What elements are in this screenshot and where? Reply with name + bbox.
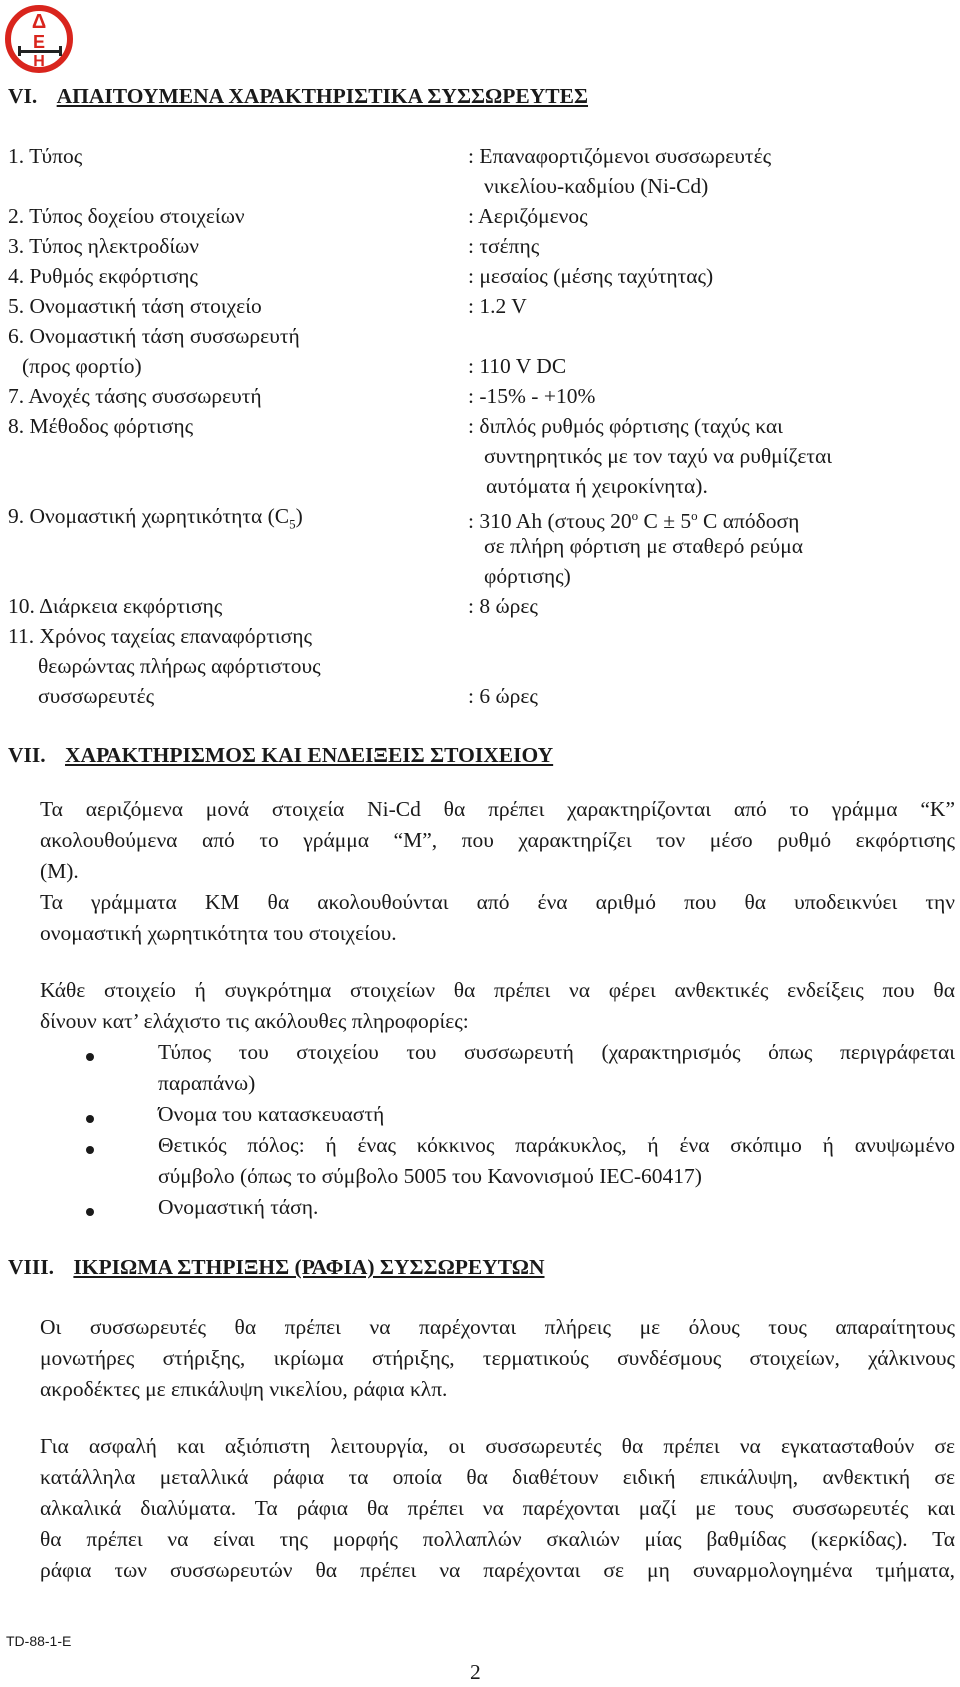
spec-value-8-line1: : διπλός ρυθμός φόρτισης (ταχύς και xyxy=(468,414,783,438)
spec-value-8-line3: αυτόματα ή χειροκίνητα). xyxy=(486,474,708,498)
spec-label-7: 7. Ανοχές τάσης συσσωρευτή xyxy=(8,384,262,408)
spec-label-2: 2. Τύπος δοχείου στοιχείων xyxy=(8,204,245,228)
spec-label-9 xyxy=(8,501,303,539)
section8-title: ΙΚΡΙΩΜΑ ΣΤΗΡΙΞΗΣ (ΡΑΦΙΑ) ΣΥΣΣΩΡΕΥΤΩΝ xyxy=(73,1255,545,1279)
spec-value-7: : -15% - +10% xyxy=(468,384,596,408)
logo-letter-eta: Η xyxy=(33,53,45,70)
spec-label-9-sub: 5 xyxy=(289,516,296,532)
section8-heading xyxy=(8,1252,545,1282)
spec-label-3: 3. Τύπος ηλεκτροδίων xyxy=(8,234,200,258)
list-item-line: Τύπος του στοιχείου του συσσωρευτή (χαρακτηρισμός όπως περιγράφεται xyxy=(158,1040,955,1064)
spec-label-11-line3: συσσωρευτές xyxy=(38,684,155,708)
section7-paragraph-2 xyxy=(40,887,955,949)
spec-value-1-line1: : Επαναφορτιζόμενοι συσσωρευτές xyxy=(468,144,772,168)
paragraph-line: Οι συσσωρευτές θα πρέπει να παρέχονται πλήρεις με όλους τους απαραίτητους xyxy=(40,1315,955,1339)
section8-paragraph-1 xyxy=(40,1312,955,1405)
spec-label-4: 4. Ρυθμός εκφόρτισης xyxy=(8,264,198,288)
bullet-icon xyxy=(86,1053,94,1061)
degree-sup-1: o xyxy=(631,508,639,523)
paragraph-line: δίνουν κατ’ ελάχιστο τις ακόλουθες πληροφορίες: xyxy=(40,1009,469,1033)
paragraph-line: αλκαλικά διαλύματα. Τα ράφια θα πρέπει να παρέχονται μαζί με τους συσσωρευτές και xyxy=(40,1496,955,1520)
paragraph-line: Τα γράμματα KM θα ακολουθούνται από ένα αριθμό που θα υποδεικνύει την xyxy=(40,890,955,914)
document-code: TD-88-1-E xyxy=(6,1633,72,1649)
spec-value-4: : μεσαίος (μέσης ταχύτητας) xyxy=(468,264,714,288)
spec-value-9-line3: φόρτισης) xyxy=(484,564,571,588)
paragraph-line: μονωτήρες στήριξης, ικρίωμα στήριξης, τερματικούς συνδέσμους στοιχείων, χάλκινους xyxy=(40,1346,955,1370)
paragraph-line: ονομαστική χωρητικότητα του στοιχείου. xyxy=(40,921,397,945)
paragraph-line: ακροδέκτες με επικάλυψη νικελίου, ράφια κλπ. xyxy=(40,1377,448,1401)
list-item-line: σύμβολο (όπως το σύμβολο 5005 του Κανονισμού IEC-60417) xyxy=(158,1164,702,1188)
list-item xyxy=(158,1099,955,1130)
spec-value-1-line2: νικελίου-καδμίου (Ni-Cd) xyxy=(484,174,709,198)
spec-value-9-part3: C απόδοση xyxy=(697,509,800,534)
spec-value-10: : 8 ώρες xyxy=(468,594,538,618)
logo-letter-epsilon: Ε xyxy=(32,32,46,52)
spec-value-6: : 110 V DC xyxy=(468,354,567,378)
logo-letter-delta: Δ xyxy=(31,11,47,33)
section6-heading xyxy=(8,81,588,111)
spec-label-1: 1. Τύπος xyxy=(8,144,83,168)
paragraph-line: Τα αεριζόμενα μονά στοιχεία Ni-Cd θα πρέπει χαρακτηρίζονται από το γράμμα “K” xyxy=(40,797,955,821)
spec-label-9-main: 9. Ονομαστική χωρητικότητα (C xyxy=(8,504,290,528)
spec-value-5: : 1.2 V xyxy=(468,294,527,318)
paragraph-line: Κάθε στοιχείο ή συγκρότημα στοιχείων θα πρέπει να φέρει ανθεκτικές ενδείξεις που θα xyxy=(40,978,955,1002)
logo-graphic xyxy=(4,2,74,76)
section7-heading xyxy=(8,740,553,770)
section8-number: VIII. xyxy=(8,1255,55,1279)
list-item xyxy=(158,1192,955,1223)
spec-value-9-part2: C ± 5 xyxy=(638,509,692,534)
section6-title: ΑΠΑΙΤΟΥΜΕΝΑ ΧΑΡΑΚΤΗΡΙΣΤΙΚΑ ΣΥΣΣΩΡΕΥΤΕΣ xyxy=(56,84,589,108)
section6-number: VI. xyxy=(8,84,38,108)
section7-paragraph-1 xyxy=(40,794,955,887)
spec-label-8: 8. Μέθοδος φόρτισης xyxy=(8,414,194,438)
paragraph-line: ράφια των συσσωρευτών θα πρέπει να παρέχονται σε μη συναρμολογημένα τμήματα, xyxy=(40,1558,955,1582)
spec-label-11-line1: 11. Χρόνος ταχείας επαναφόρτισης xyxy=(8,624,313,648)
spec-value-11: : 6 ώρες xyxy=(468,684,538,708)
list-item-line: Θετικός πόλος: ή ένας κόκκινος παράκυκλος, ή ένα σκόπιμο ή ανυψωμένο xyxy=(158,1133,955,1157)
list-item-line: Όνομα του κατασκευαστή xyxy=(158,1102,385,1126)
bullet-icon xyxy=(86,1208,94,1216)
list-item-line: παραπάνω) xyxy=(158,1071,256,1095)
spec-value-3: : τσέπης xyxy=(468,234,540,258)
page-number: 2 xyxy=(470,1660,481,1684)
spec-value-9-line2: σε πλήρη φόρτιση με σταθερό ρεύμα xyxy=(484,534,803,558)
paragraph-line: ακολουθούμενα από το γράμμα “M”, που χαρακτηρίζει τον μέσο ρυθμό εκφόρτισης xyxy=(40,828,955,852)
list-item xyxy=(158,1130,955,1192)
paragraph-line: θα πρέπει να είναι της μορφής πολλαπλών σκαλιών μίας βαθμίδας (κερκίδας). Τα xyxy=(40,1527,955,1551)
list-item-line: Ονομαστική τάση. xyxy=(158,1195,319,1219)
spec-value-9-part1: : 310 Ah (στους 20 xyxy=(468,509,632,534)
spec-label-6-line2: (προς φορτίο) xyxy=(22,354,142,378)
bullet-icon xyxy=(86,1146,94,1154)
company-logo xyxy=(4,2,74,76)
list-item xyxy=(158,1037,955,1099)
section7-number: VII. xyxy=(8,743,46,767)
section7-paragraph-3 xyxy=(40,975,955,1037)
paragraph-line: (M). xyxy=(40,859,79,883)
spec-label-5: 5. Ονομαστική τάση στοιχείο xyxy=(8,294,262,318)
spec-label-10: 10. Διάρκεια εκφόρτισης xyxy=(8,594,223,618)
spec-label-6-line1: 6. Ονομαστική τάση συσσωρευτή xyxy=(8,324,300,348)
degree-sup-2: o xyxy=(691,508,698,523)
spec-value-2: : Αεριζόμενος xyxy=(468,204,588,228)
spec-label-9-end: ) xyxy=(295,504,303,528)
paragraph-line: Για ασφαλή και αξιόπιστη λειτουργία, οι συσσωρευτές θα πρέπει να εγκατασταθούν σε xyxy=(40,1434,955,1458)
paragraph-line: κατάλληλα μεταλλικά ράφια τα οποία θα διαθέτουν ειδική επικάλυψη, ανθεκτική σε xyxy=(40,1465,955,1489)
bullet-icon xyxy=(86,1115,94,1123)
spec-label-11-line2: θεωρώντας πλήρως αφόρτιστους xyxy=(38,654,321,678)
section8-paragraph-2 xyxy=(40,1431,955,1586)
section7-title: ΧΑΡΑΚΤΗΡΙΣΜΟΣ ΚΑΙ ΕΝΔΕΙΞΕΙΣ ΣΤΟΙΧΕΙΟΥ xyxy=(65,743,554,767)
spec-value-8-line2: συντηρητικός με τον ταχύ να ρυθμίζεται xyxy=(484,444,833,468)
